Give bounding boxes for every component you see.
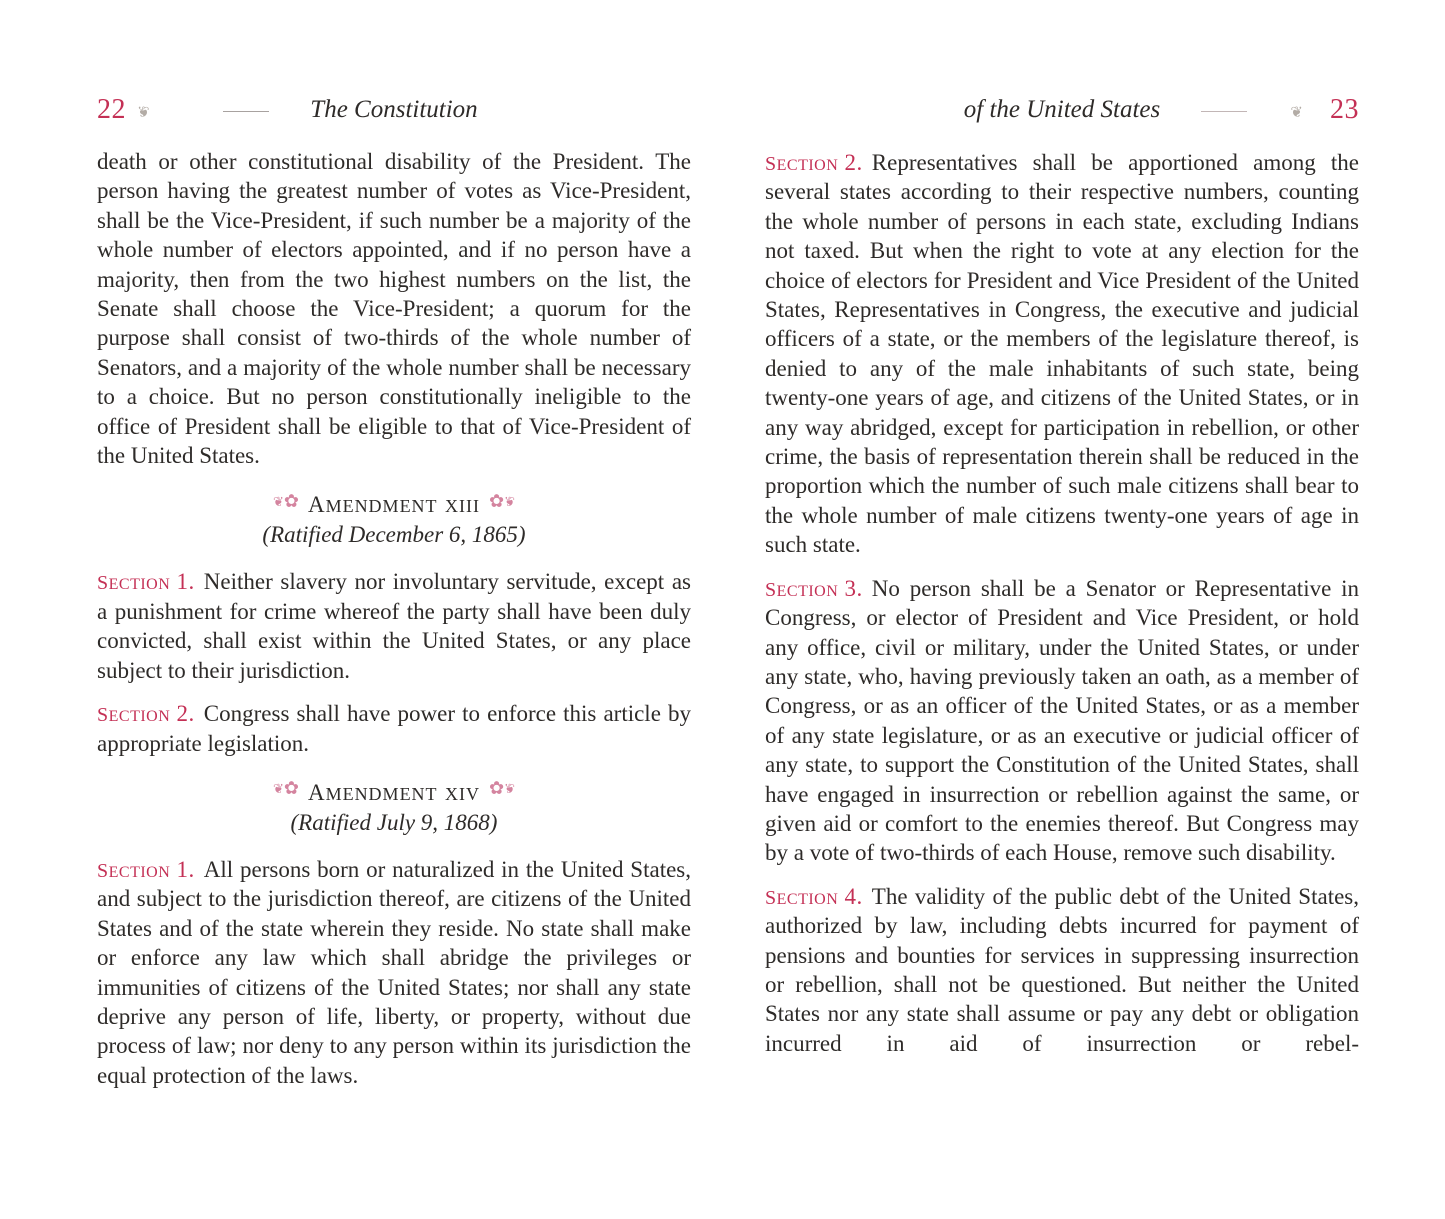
section-label: section 1.	[97, 852, 195, 884]
running-head-left	[97, 94, 691, 136]
section-label: section 3.	[765, 571, 863, 603]
amendment-14-title: amendment xiv	[307, 770, 481, 807]
paragraph-amendment12-continuation: death or other constitutional disability of the President. The person having the greatest number of votes as Vice-President, shall be the Vice-President, if such number be a majority of the whole number of electors appointed, and if no person have a majority, then from the two highest numbers on the list, the Senate shall choose the Vice-President; a quorum for the purpose shall consist of two-thirds of the whole number of Senators, and a majority of the whole number shall be necessary to a choice. But no person constitutionally ineligible to the office of President shall be eligible to that of Vice-President of the United States.	[97, 149, 691, 469]
page-left	[97, 0, 691, 1103]
floral-ornament-icon: ❦✿	[272, 778, 299, 800]
amendment-13-title: amendment xiii	[307, 483, 481, 520]
page-number-right: 23	[1330, 94, 1359, 125]
floral-ornament-icon: ❦	[1290, 103, 1303, 121]
section-label: section 4.	[765, 879, 863, 911]
floral-ornament-icon: ❦✿	[489, 490, 516, 512]
section-label: section 2.	[765, 146, 863, 177]
section-label: section 1.	[97, 565, 195, 597]
running-head-right	[765, 94, 1359, 136]
amendment-14-heading	[97, 771, 691, 836]
amendment-13-ratified-date: (Ratified December 6, 1865)	[262, 522, 526, 548]
amendment-14-section-2	[765, 147, 1359, 560]
amendment-13-heading	[97, 483, 691, 548]
page-number-left: 22	[97, 94, 126, 125]
amendment-14-section-4	[765, 881, 1359, 1058]
section-text: Congress shall have power to enforce this article by appropriate legislation.	[97, 701, 691, 756]
body-text-right	[765, 147, 1359, 1058]
floral-ornament-icon: ❦✿	[489, 778, 516, 800]
amendment-13-section-2	[97, 698, 691, 758]
section-text: No person shall be a Senator or Representative in Congress, or elector of President and Vice President, or hold any office, civil or military, under the United States, or under any state, who, having previously taken an oath, as a member of Congress, or as an officer of the United States, or as a member of any state legislature, or as an executive or judicial officer of any state, to support the Constitution of the United States, shall have engaged in insurrection or rebellion against the same, or given aid or comfort to the enemies thereof. But Congress may by a vote of two-thirds of each House, remove such disability.	[765, 575, 1359, 866]
running-head-title-left: The Constitution	[310, 96, 478, 123]
section-text: Neither slavery nor involuntary servitude, except as a punishment for crime whereof the party shall have been duly convicted, shall exist within the United States, or any place subject to their jurisdiction.	[97, 569, 691, 683]
section-label: section 2.	[97, 697, 195, 729]
page-right	[765, 0, 1359, 1071]
header-rule	[1201, 111, 1247, 112]
section-text: All persons born or naturalized in the United States, and subject to the jurisdiction thereof, are citizens of the United States and of the state wherein they reside. No state shall make or enforce any law which shall abridge the privileges or immunities of citizens of the United States; nor shall any state deprive any person of life, liberty, or property, without due process of law; nor deny to any person within its jurisdiction the equal protection of the laws.	[97, 856, 691, 1088]
floral-ornament-icon: ❦	[137, 103, 150, 121]
body-text-left	[97, 147, 691, 1090]
amendment-13-section-1	[97, 566, 691, 685]
amendment-14-section-1	[97, 854, 691, 1090]
floral-ornament-icon: ❦✿	[272, 490, 299, 512]
running-head-title-right: of the United States	[963, 96, 1161, 123]
section-text: The validity of the public debt of the United States, authorized by law, including debts incurred for payment of pensions and bounties for services in suppressing insurrection or rebellion, shall not be questioned. But neither the United States nor any state shall assume or pay any debt or obligation incurred in aid of insurrection or rebel-	[765, 883, 1359, 1056]
amendment-14-ratified-date: (Ratified July 9, 1868)	[290, 809, 498, 835]
section-text: Representatives shall be apportioned among the several states according to their respective numbers, counting the whole number of persons in each state, excluding Indians not taxed. But when the right to vote at any election for the choice of electors for President and Vice President of the United States, Representatives in Congress, the executive and judicial officers of a state, or the members of the legislature thereof, is denied to any of the male inhabitants of such state, being twenty-one years of age, and citizens of the United States, or in any way abridged, except for participation in rebellion, or other crime, the basis of representation therein shall be reduced in the proportion which the number of such male citizens shall bear to the whole number of male citizens twenty-one years of age in such state.	[765, 150, 1359, 558]
amendment-14-section-3	[765, 573, 1359, 868]
